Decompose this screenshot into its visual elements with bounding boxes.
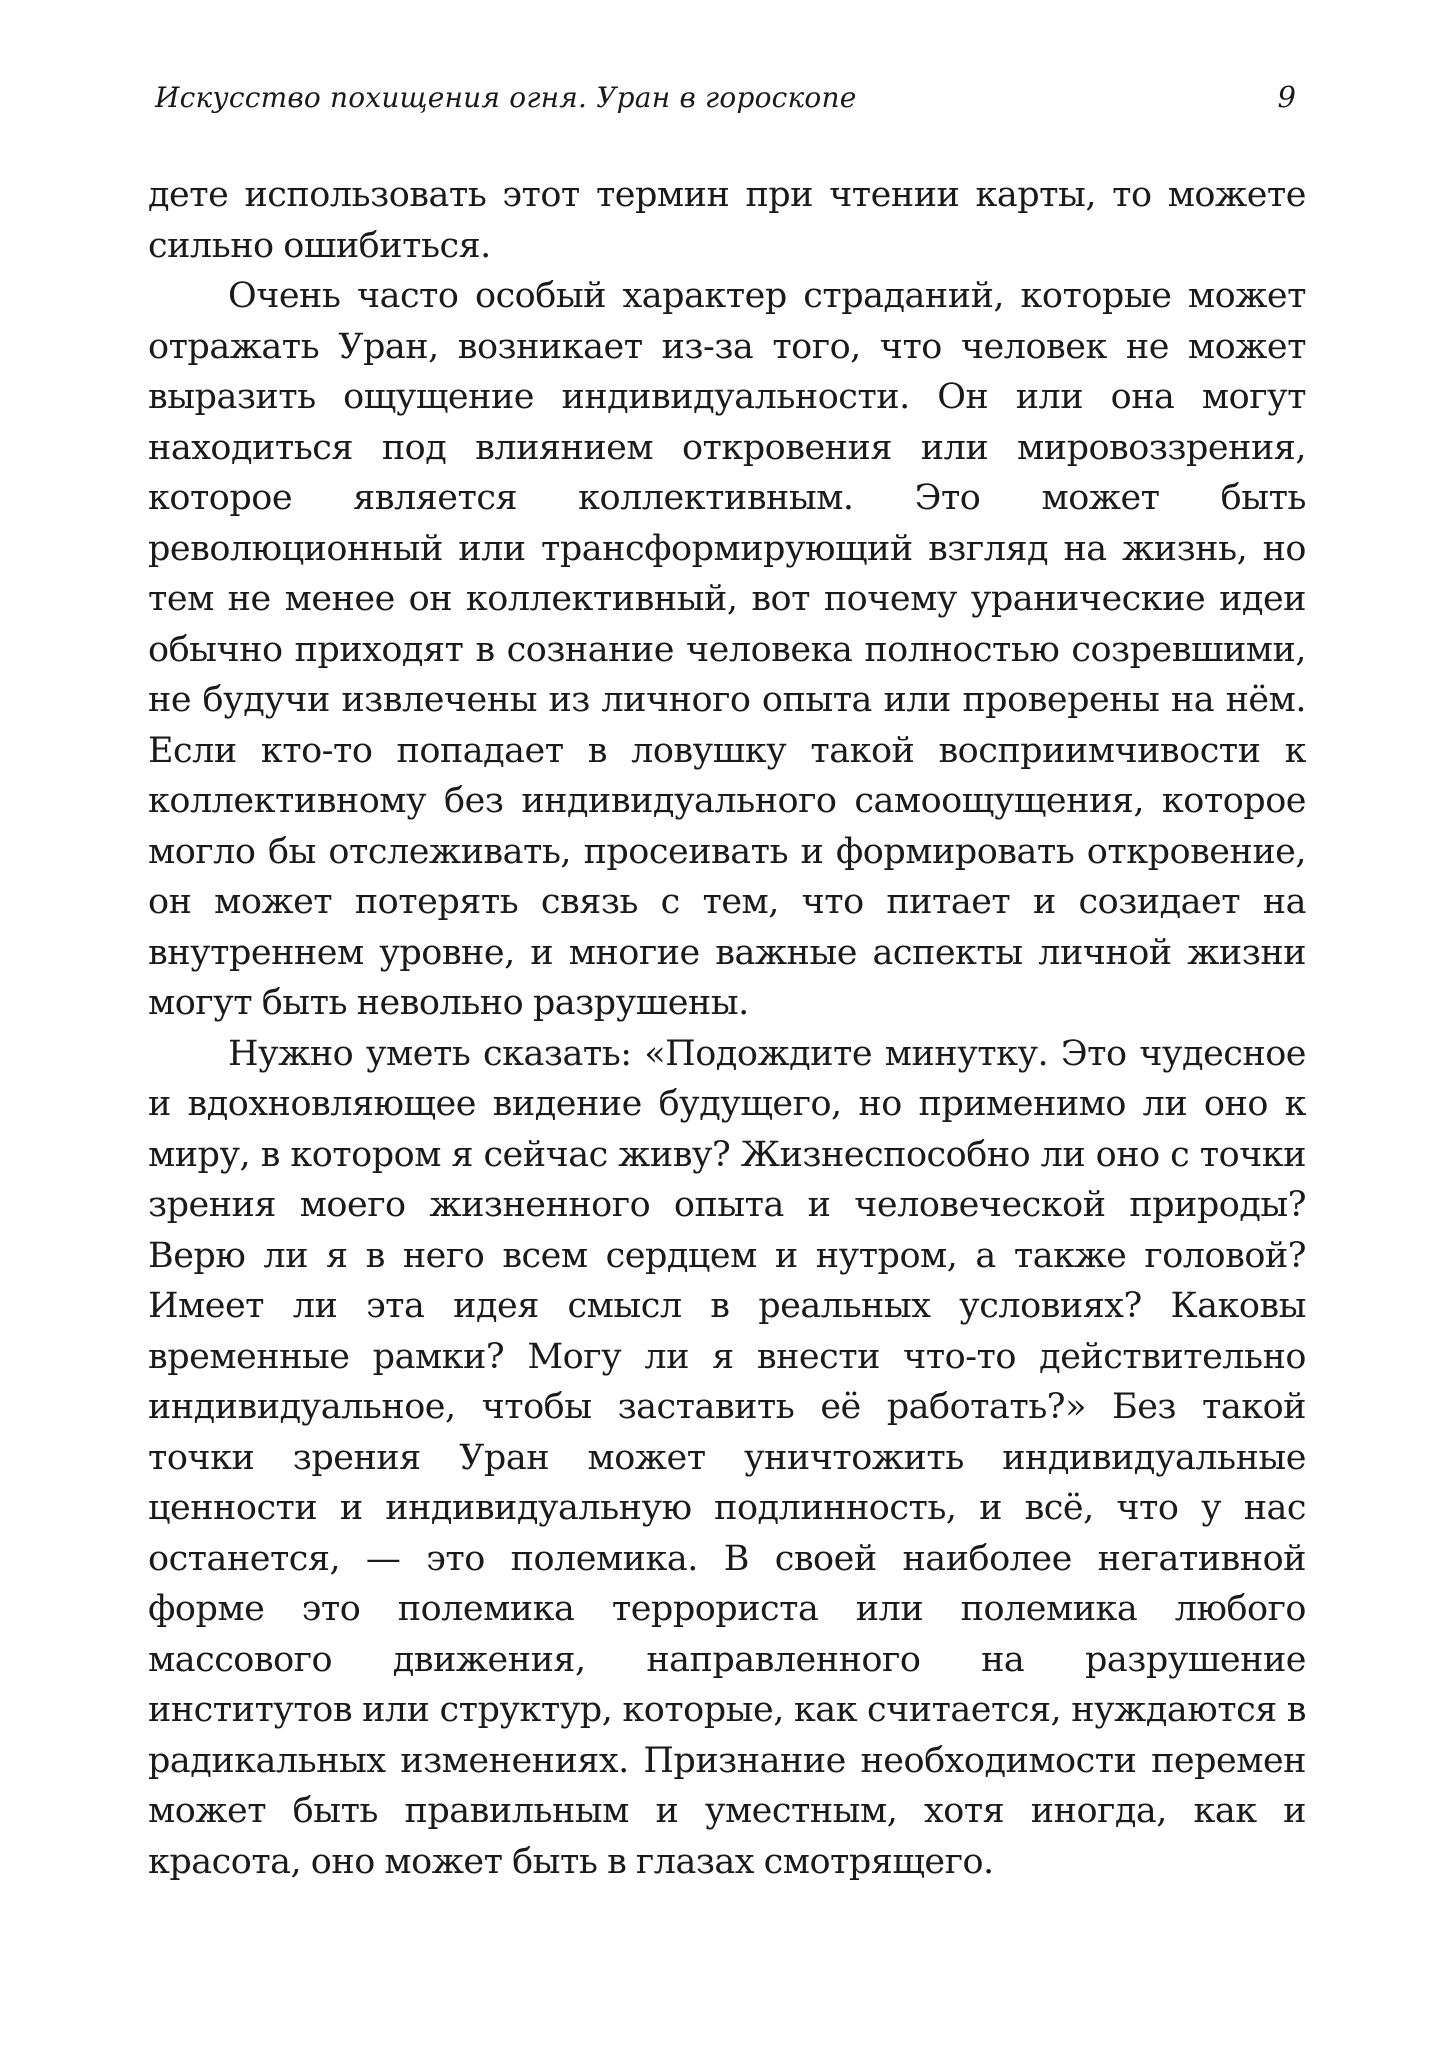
page-number: 9 xyxy=(1277,80,1296,114)
paragraph-continuation: дете использовать этот термин при чтении карты, то можете сильно ошибиться. xyxy=(148,175,1306,266)
paragraph-uranus-suffering: Очень часто особый характер страданий, которые может отражать Уран, возникает из-за того, что человек не может выразить ощущение индивидуальности. Он или она могут находиться под влиянием откровения или мировоззрения, которое является коллективным. Это может быть революционный или трансформирующий взгляд на жизнь, но тем не менее он коллективный, вот почему уранические идеи обычно приходят в сознание человека полностью созревшими, не будучи извлечены из личного опыта или проверены на нём. Если кто-то попадает в ловушку такой восприимчивости к коллективному без индивидуального самоощущения, которое могло бы отслеживать, просеивать и формировать откровение, он может потерять связь с тем, что питает и созидает на внутреннем уровне, и многие важные аспекты личной жизни могут быть невольно разрушены. xyxy=(148,276,1306,1023)
running-header-title: Искусство похищения огня. Уран в гороскопе xyxy=(155,81,857,114)
body-text xyxy=(148,170,1306,1887)
running-header xyxy=(155,80,1296,130)
paragraph-wait-a-minute: Нужно уметь сказать: «Подождите минутку. Это чудесное и вдохновляющее видение будущего, но применимо ли оно к миру, в котором я сейчас живу? Жизнеспособно ли оно с точки зрения моего жизненного опыта и человеческой природы? Верю ли я в него всем сердцем и нутром, а также головой? Имеет ли эта идея смысл в реальных условиях? Каковы временные рамки? Могу ли я внести что-то действительно индивидуальное, чтобы заставить её работать?» Без такой точки зрения Уран может уничтожить индивидуальные ценности и индивидуальную подлинность, и всё, что у нас останется, — это полемика. В своей наиболее негативной форме это полемика террориста или полемика любого массового движения, направленного на разрушение институтов или структур, которые, как считается, нуждаются в радикальных изменениях. Признание необходимости перемен может быть правильным и уместным, хотя иногда, как и красота, оно может быть в глазах смотрящего. xyxy=(148,1033,1306,1882)
